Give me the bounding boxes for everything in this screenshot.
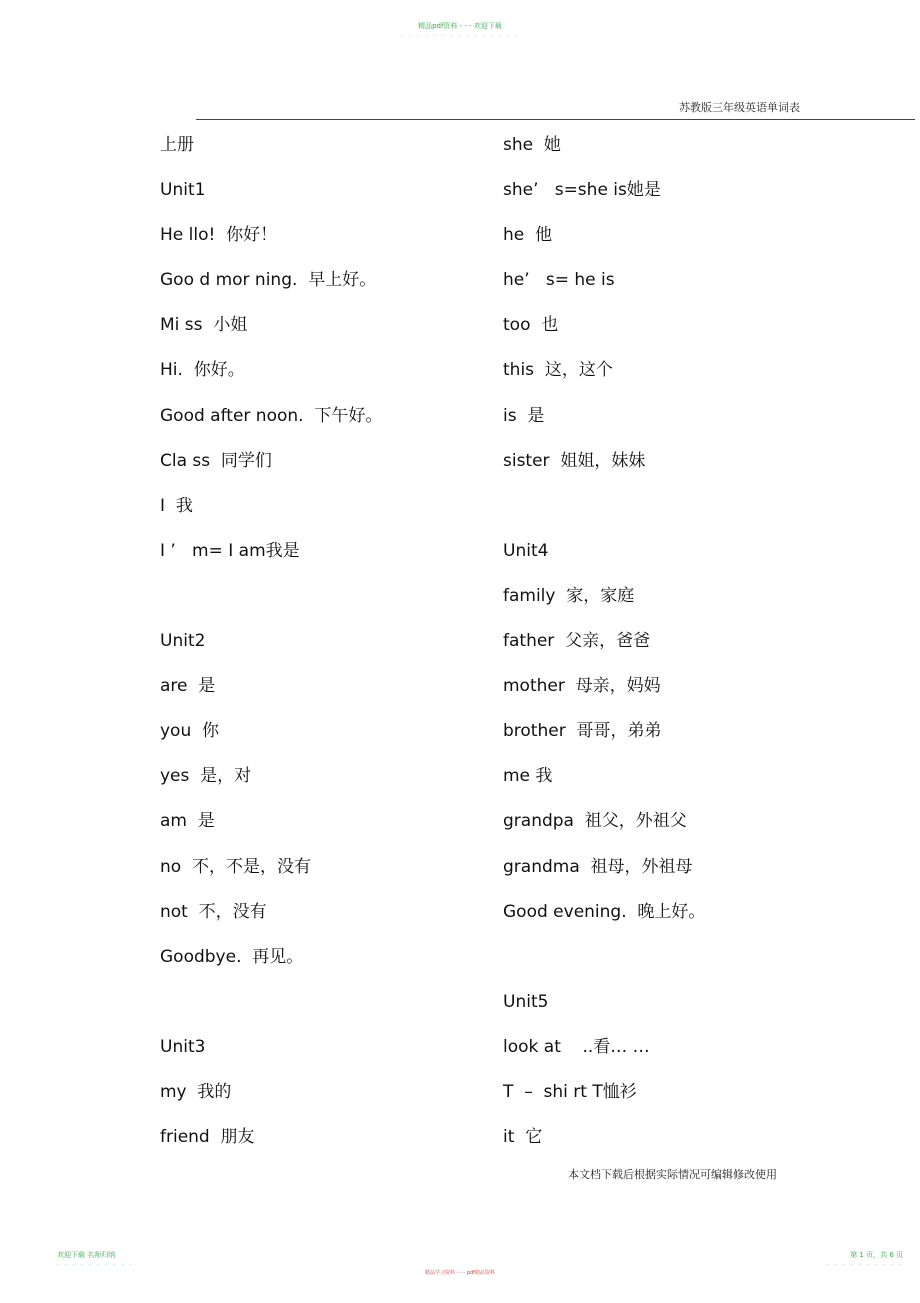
word-entry: sister 姐姐，妹妹 <box>503 450 646 471</box>
word-entry <box>503 492 833 537</box>
word-entry: she 她 <box>503 135 561 155</box>
word-entry: Good after noon. 下午好。 <box>160 405 383 426</box>
word-entry: are 是 <box>160 676 216 697</box>
word-entry: 上册 <box>160 135 194 155</box>
footer-note: 本文档下载后根据实际情况可编辑修改使用 <box>568 1168 777 1181</box>
word-entry <box>160 988 490 1033</box>
word-entry: brother 哥哥，弟弟 <box>503 721 662 742</box>
word-entry: Unit3 <box>160 1036 206 1057</box>
word-entry: not 不，没有 <box>160 901 267 922</box>
bottom-center-banner: 精品学习资料 - - - pdf精品资料 <box>425 1270 495 1276</box>
word-entry: Unit1 <box>160 180 206 201</box>
word-entry: grandpa 祖父，外祖父 <box>503 811 687 832</box>
word-entry: yes 是，对 <box>160 766 252 787</box>
word-entry: grandma 祖母，外祖母 <box>503 856 693 877</box>
word-entry: family 家，家庭 <box>503 585 635 606</box>
word-entry: he’ s= he is <box>503 270 615 291</box>
word-entry: my 我的 <box>160 1081 232 1102</box>
word-entry: it 它 <box>503 1127 543 1148</box>
word-entry: Mi ss 小姐 <box>160 315 248 336</box>
bottom-left-text: 欢迎下载 名师归纳 <box>57 1251 116 1259</box>
bottom-right-dots: - - - - - - - - - - <box>826 1261 903 1268</box>
bottom-left-banner <box>57 1251 134 1269</box>
word-entry: too 也 <box>503 315 559 336</box>
word-entry: Goo d mor ning. 早上好。 <box>160 270 377 291</box>
right-column <box>503 131 833 1168</box>
bottom-left-dots: - - - - - - - - - - <box>57 1261 134 1268</box>
word-entry: Cla ss 同学们 <box>160 450 272 471</box>
banner-dots: - - - - - - - - - - - - - - - <box>401 32 519 39</box>
word-entry: Unit4 <box>503 540 549 561</box>
word-entry: is 是 <box>503 405 545 426</box>
word-entry: am 是 <box>160 811 215 832</box>
word-entry: I 我 <box>160 495 193 516</box>
word-entry: I ’ m= I am我是 <box>160 540 300 561</box>
banner-text: 精品pdf资料 - - - 欢迎下载 <box>418 22 502 30</box>
word-entry: you 你 <box>160 721 220 742</box>
word-entry: me 我 <box>503 766 553 787</box>
word-entry: He llo! 你好！ <box>160 225 278 246</box>
word-entry <box>160 582 490 627</box>
header-rule <box>196 119 915 120</box>
page-number-block <box>826 1251 903 1269</box>
word-entry: this 这，这个 <box>503 360 613 381</box>
word-entry: Goodbye. 再见。 <box>160 946 304 967</box>
word-entry: she’ s=she is她是 <box>503 180 661 201</box>
word-entry: no 不，不是，没有 <box>160 856 311 877</box>
document-title: 苏教版三年级英语单词表 <box>679 101 800 114</box>
word-entry: father 父亲，爸爸 <box>503 631 651 652</box>
page-number: 第 1 页，共 6 页 <box>850 1251 903 1259</box>
word-entry: he 他 <box>503 225 553 246</box>
word-entry: friend 朋友 <box>160 1127 255 1148</box>
word-entry: Unit5 <box>503 991 549 1012</box>
top-banner <box>0 22 920 40</box>
word-entry: look at ..看… … <box>503 1036 650 1057</box>
word-entry: Good evening. 晚上好。 <box>503 901 706 922</box>
word-entry: Unit2 <box>160 631 206 652</box>
word-entry <box>503 943 833 988</box>
left-column <box>160 131 490 1168</box>
word-entry: T – shi rt T恤衫 <box>503 1081 637 1102</box>
word-entry: Hi. 你好。 <box>160 360 245 381</box>
word-entry: mother 母亲，妈妈 <box>503 676 661 697</box>
